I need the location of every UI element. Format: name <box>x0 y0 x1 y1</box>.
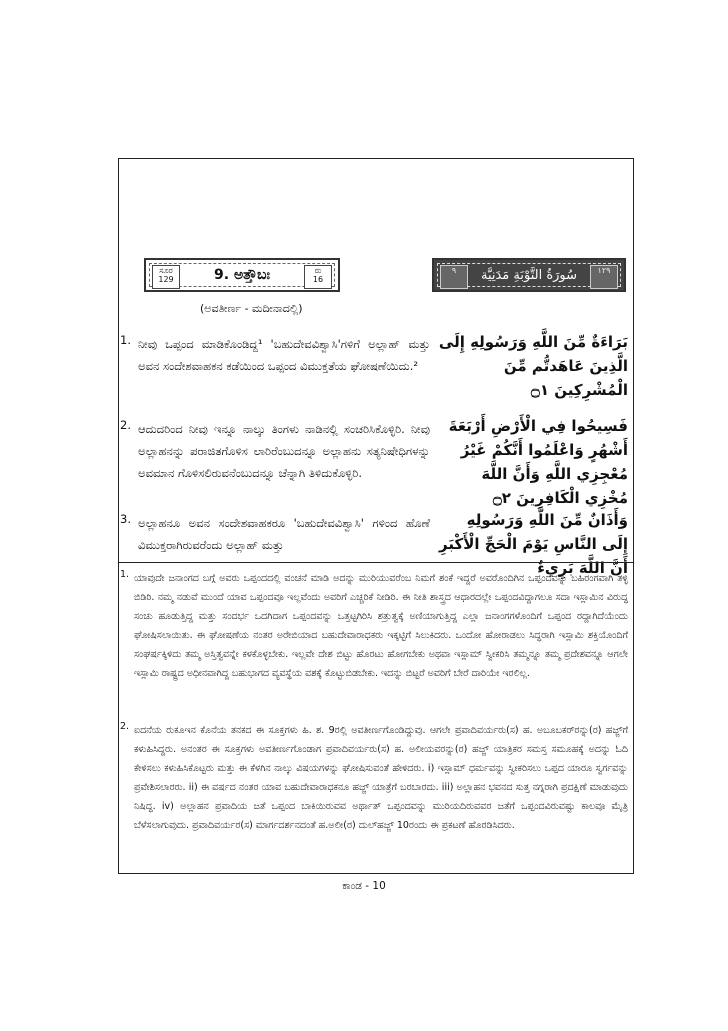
verse-text: ಆದುದರಿಂದ ನೀವು ಇನ್ನೂ ನಾಲ್ಕು ತಿಂಗಳು ನಾಡಿನಲ್ಲಿ ಸಂಚರಿಸಿಕೊಳ್ಳಿರಿ. ನೀವು ಅಲ್ಲಾಹನನ್ನು ಪರಾಜಿತಗೊಳಿಸ ಲಾರಿರೆಂಬುದನ್ನೂ ಅಲ್ಲಾಹನು ಸತ್ಯನಿಷೇಧಿಗಳನ್ನು ಅವಮಾನ ಗೊಳಿಸಲಿರುವನೆಂಬುದನ್ನೂ ಚೆನ್ನಾಗಿ ತಿಳಿದುಕೊಳ್ಳಿರಿ. <box>138 422 430 480</box>
verse-count-box: ಸೂರ 129 <box>152 265 180 289</box>
surah-header-arabic <box>432 258 626 292</box>
footnote-number: 1. <box>120 569 130 580</box>
arabic-box-right: ١٢٩ <box>590 265 618 289</box>
surah-header-kannada <box>144 258 340 292</box>
verse-number: 1. <box>120 333 131 347</box>
verse-arabic: فَسِيحُوا فِي الْأَرْضِ أَرْبَعَةَ أَشْهُرٍ وَاعْلَمُوا أَنَّكُمْ غَيْرُ مُعْجِزِي اللَّهِ وَأَنَّ اللَّهَ مُخْزِي الْكَافِرِينَ ۝٢ <box>448 417 628 507</box>
footnote-text: ಯಾವುದೇ ಜನಾಂಗದ ಬಗ್ಗೆ ಅವರು ಒಪ್ಪಂದದಲ್ಲಿ ವಂಚನೆ ಮಾಡಿ ಅದನ್ನು ಮುರಿಯುವರೆಂಬ ನಿಮಗೆ ಶಂಕೆ ಇದ್ದರೆ ಅವರೊಂದಿಗಿನ ಒಪ್ಪಂದವನ್ನು ಬಹಿರಂಗವಾಗಿ ತಳ್ಳಿ ಬಿಡಿರಿ. ನಮ್ಮ ನಡುವೆ ಮುಂದೆ ಯಾವ ಒಪ್ಪಂದವೂ ಇಲ್ಲವೆಂದು ಅವರಿಗೆ ಎಚ್ಚರಿಕೆ ನೀಡಿರಿ. ಈ ನೀತಿ ಶಾಸ್ತ್ರದ ಆಧಾರದಲ್ಲೇ ಒಪ್ಪಂದವಿದ್ದಾಗಲೂ ಸದಾ ಇಸ್ಲಾಮಿನ ವಿರುದ್ಧ ಸಂಚು ಹೂಡುತ್ತಿದ್ದ ಮತ್ತು ಸಂದರ್ಭ ಒದಗಿದಾಗ ಒಪ್ಪಂದವನ್ನು ಒತ್ತಟ್ಟಗಿರಿಸಿ ಶತ್ರುತ್ವಕ್ಕೆ ಅಣಿಯಾಗುತ್ತಿದ್ದ ಎಲ್ಲಾ ಜನಾಂಗಗಳೊಂದಿಗೆ ಒಪ್ಪಂದ ರದ್ದಾಗಿದೆಯೆಂದು ಘೋಷಿಸಲಾಯಿತು. ಈ ಘೋಷಣೆಯ ನಂತರ ಅರೇಬಿಯಾದ ಬಹುದೇವಾರಾಧಕರು ಇಕ್ಕಟ್ಟಿಗೆ ಸಿಲುಕಿದರು. ಒಂದೋ ಹೋರಾಡಲು ಸಿದ್ಧರಾಗಿ ಇಸ್ಲಾಮಿ ಶಕ್ತಿಯೊಂದಿಗೆ ಸಂಘರ್ಷಕ್ಕಿಳಿದು ತಮ್ಮ ಅಸ್ತಿತ್ವವನ್ನೇ ಕಳಕೊಳ್ಳಬೇಕು. ಇಲ್ಲವೇ ದೇಶ ಬಿಟ್ಟು ಹೊರಟು ಹೋಗಬೇಕು ಅಥವಾ ಇಸ್ಲಾಮ್ ಸ್ವೀಕರಿಸಿ ತಮ್ಮನ್ನೂ ತಮ್ಮ ಪ್ರದೇಶವನ್ನೂ ಆಗಲೇ ಇಸ್ಲಾಮಿ ರಾಷ್ಟ್ರದ ಅಧೀನವಾಗಿದ್ದ ಬಹುಭಾಗದ ವ್ಯವಸ್ಥೆಯ ವಶಕ್ಕೆ ಕೊಟ್ಟುಬಿಡಬೇಕು. ಇದನ್ನು ಬಿಟ್ಟರೆ ಅವರಿಗೆ ಬೇರೆ ದಾರಿಯೇ ಇರಲಿಲ್ಲ. <box>134 573 628 679</box>
verse-number: 2. <box>120 418 131 432</box>
footnote-divider <box>118 562 634 563</box>
verse-arabic: وَأَذَانٌ مِّنَ اللَّهِ وَرَسُولِهِ إِلَى النَّاسِ يَوْمَ الْحَجِّ الْأَكْبَرِ أَنَّ اللَّهَ بَرِيءٌ <box>439 511 628 577</box>
verse-text: ನೀವು ಒಪ್ಪಂದ ಮಾಡಿಕೊಂಡಿದ್ದ¹ 'ಬಹುದೇವವಿಶ್ವಾಸಿ'ಗಳಿಗೆ ಅಲ್ಲಾಹ್ ಮತ್ತು ಅವನ ಸಂದೇಶವಾಹಕನ ಕಡೆಯಿಂದ ಒಪ್ಪಂದ ವಿಮುಕ್ತತೆಯ ಘೋಷಣೆಯಿದು.² <box>138 337 430 373</box>
verse-number: 3. <box>120 512 131 526</box>
arabic-box-left: ٩ <box>440 265 468 289</box>
surah-title-arabic: سُورَةُ التَّوْبَةِ مَدَنِيَّة <box>480 267 578 283</box>
revelation-note: (ಅವತೀರ್ಣ - ಮದೀನಾದಲ್ಲಿ) <box>200 302 303 315</box>
page-number: ಕಾಂಡ - 10 <box>342 880 386 892</box>
ruku-count-box: ರು 16 <box>304 265 332 289</box>
footnote-number: 2. <box>120 721 130 732</box>
verse-text: ಅಲ್ಲಾಹನೂ ಅವನ ಸಂದೇಶವಾಹಕರೂ 'ಬಹುದೇವವಿಶ್ವಾಸಿ' ಗಳಿಂದ ಹೊಣೆ ವಿಮುಕ್ತರಾಗಿರುವರೆಂದು ಅಲ್ಲಾಹ್ ಮತ್ತು <box>138 516 430 552</box>
surah-title: 9. ಅತ್ತೌಬಃ <box>214 267 270 283</box>
footnote-text: ಐದನೆಯ ರುಕೂಇನ ಕೊನೆಯ ತನಕದ ಈ ಸೂಕ್ತಗಳು ಹಿ. ಶ. 9ರಲ್ಲಿ ಅವತೀರ್ಣಗೊಂಡಿದ್ದುವು. ಆಗಲೇ ಪ್ರವಾದಿವರ್ಯರು(ಸ) ಹ. ಅಬೂಬಕರ್‌ರನ್ನು(ರ) ಹಜ್ಜ್‌ಗೆ ಕಳುಹಿಸಿದ್ದರು. ಅನಂತರ ಈ ಸೂಕ್ತಗಳು ಅವತೀರ್ಣಗೊಂಡಾಗ ಪ್ರವಾದಿವರ್ಯರು(ಸ) ಹ. ಅಲೀಯವರನ್ನು(ರ) ಹಜ್ಜ್‌ ಯಾತ್ರಿಕರ ಸಮಸ್ತ ಸಮೂಹಕ್ಕೆ ಅದನ್ನು ಓದಿ ಕೇಳಿಸಲು ಕಳುಹಿಸಿಕೊಟ್ಟರು ಮತ್ತು ಈ ಕೆಳಗಿನ ನಾಲ್ಕು ವಿಷಯಗಳನ್ನು ಘೋಷಿಸುವಂತೆ ಹೇಳಿದರು. i) ಇಸ್ಲಾಮ್ ಧರ್ಮವನ್ನು ಸ್ವೀಕರಿಸಲು ಒಪ್ಪದ ಯಾರೂ ಸ್ವರ್ಗವನ್ನು ಪ್ರವೇಶಿಸಲಾರರು. ii) ಈ ವರ್ಷದ ನಂತರ ಯಾವ ಬಹುದೇವಾರಾಧಕನೂ ಹಜ್ಜ್‌ ಯಾತ್ರೆಗೆ ಬರಬಾರದು. iii) ಅಲ್ಲಾಹನ ಭವನದ ಸುತ್ತ ನಗ್ನರಾಗಿ ಪ್ರದಕ್ಷಿಣೆ ಮಾಡುವುದು ನಿಷಿದ್ಧ. iv) ಅಲ್ಲಾಹನ ಪ್ರವಾದಿಯ ಜತೆ ಒಪ್ಪಂದ ಬಾಕಿಯಿರುವವ ಅರ್ಥಾತ್ ಒಪ್ಪಂದವನ್ನು ಮುರಿಯದಿರುವವರ ಜತೆಗೆ ಒಪ್ಪಂದವಿರುವಷ್ಟು ಕಾಲವೂ ಮೈತ್ರಿ ಬೆಳೆಸಲಾಗುವುದು. ಪ್ರವಾದಿವರ್ಯರ(ಸ) ಮಾರ್ಗದರ್ಶನದಂತೆ ಹ.ಅಲೀ(ರ) ದುಲ್‌ಹಜ್ಜ್‌ 10ರಂದು ಈ ಪ್ರಕಟಣೆ ಹೊರಡಿಸಿದರು. <box>134 725 628 831</box>
verse-arabic: بَرَاءَةٌ مِّنَ اللَّهِ وَرَسُولِهِ إِلَى الَّذِينَ عَاهَدتُّم مِّنَ الْمُشْرِكِينَ ۝١ <box>438 333 628 399</box>
